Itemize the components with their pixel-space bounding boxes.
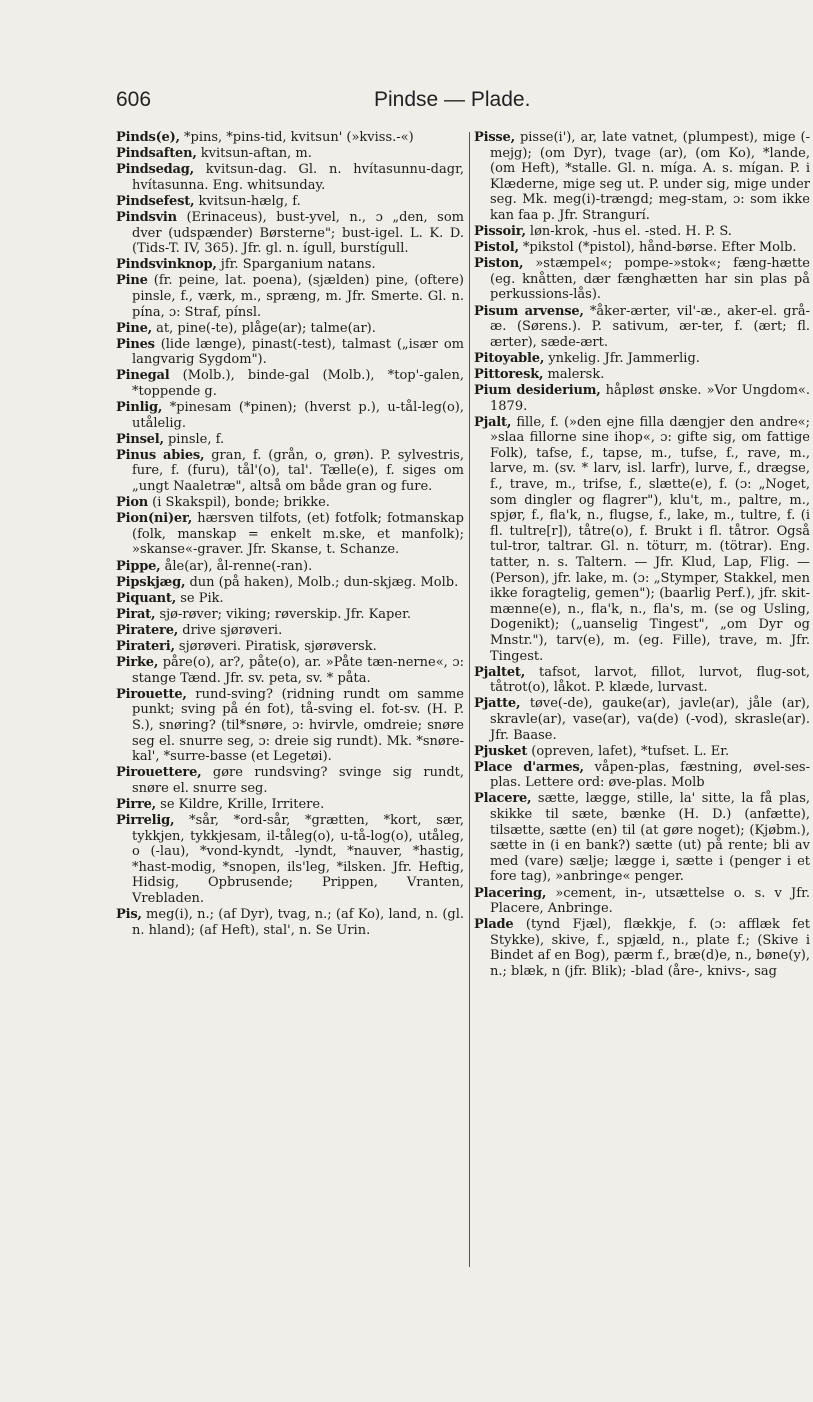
entry-headword: Pisum arvense, (474, 303, 584, 319)
entry-definition: at, pine(-te), plåge(ar); talme(ar). (151, 320, 376, 336)
entry-definition: (tynd Fjæl), flækkje, f. (ɔ: afflæk fet Stykke), skive, f., spjæld, n., plate f.; (Skive i Bindet af en Bog), pærm f., bræ(d)e, n., bøne(y), n.; blæk, n (jfr. Blik); -blad (åre-, knivs-, sag (490, 917, 810, 979)
entry-headword: Pis, (116, 907, 142, 923)
dictionary-entry (474, 367, 810, 383)
entry-headword: Pindsvinknop, (116, 257, 217, 273)
entry-definition: løn-krok, -hus el. -sted. H. P. S. (525, 224, 732, 240)
entry-headword: Pjaltet, (474, 664, 526, 680)
entry-headword: Pinus abies, (116, 447, 205, 463)
entry-definition: fille, f. (»den ejne filla dængjer den andre«; »slaa fillorne sine ihop«, ɔ: gifte sig, om fattige Folk), tafse, f., tapse, m., tufse, f., rave, m., larve, m. (sv. * larv, isl. larfr), lurve, f., drægse, f., trave, m., trifse, f., slætte(e), f. (ɔ: „Noget, som dingler og flagrer"), klu't, m., paltre, m., spjør, f., fla'k, n., flugse, f., lake, m., tultre, f. (i fl. tultre[r]), tåtre(o), f. Brukt i fl. tåtror. Også tul-tror, taltrar. Gl. n. töturr, m. (tötrar). Eng. tatter, n. s. Taltern. — Jfr. Klud, Lap, Flig. — (Person), jfr. lake, m. (ɔ: „Stymper, Stakkel, men ikke foragtelig, gemen"); (baarlig Perf.), jfr. skit-mænne(e), n., fla'k, n., fla's, m. (se og Usling, Dogenikt); („uanselig Tingest", „om Dyr og Mnstr."), tarv(e), m. (eg. Fille), trave, m. Jfr. Tingest. (490, 414, 810, 664)
entry-headword: Pittoresk, (474, 366, 544, 382)
entry-headword: Pinlig, (116, 400, 163, 416)
entry-headword: Pine, (116, 320, 152, 336)
dictionary-entry (116, 448, 464, 495)
entry-definition: kvitsun-aftan, m. (196, 146, 312, 162)
entry-headword: Pion(ni)er, (116, 511, 193, 527)
entry-definition: (Molb.), binde-gal (Molb.), *top'-galen, *toppende g. (132, 368, 464, 399)
dictionary-entry (474, 240, 810, 256)
dictionary-entry (474, 665, 810, 696)
entry-definition: påre(o), ar?, påte(o), ar. »Påte tæn-nerne«, ɔ: stange Tænd. Jfr. sv. peta, sv. * påta. (132, 655, 464, 686)
dictionary-entry (116, 639, 464, 655)
entry-definition: *åker-ærter, vil'-æ., aker-el. grå-æ. (Sørens.). P. sativum, ær-ter, f. (ært; fl. ærter), sæde-ært. (490, 303, 810, 350)
entry-definition: (fr. peine, lat. poena), (sjælden) pine, (oftere) pinsle, f., værk, m., spræng, m. Jfr. Smerte. Gl. n. pína, ɔ: Straf, pínsl. (132, 273, 464, 320)
entry-definition: håpløst ønske. »Vor Ungdom«. 1879. (490, 383, 810, 414)
entry-definition: åle(ar), ål-renne(-ran). (160, 558, 313, 574)
dictionary-entry (116, 813, 464, 907)
entry-definition: tafsot, larvot, fillot, lurvot, flug-sot, tåtrot(o), låkot. P. klæde, lurvast. (490, 664, 810, 696)
entry-headword: Place d'armes, (474, 759, 584, 775)
entry-headword: Pirke, (116, 655, 159, 671)
dictionary-entry (116, 400, 464, 431)
entry-headword: Pinds(e), (116, 130, 180, 145)
entry-definition: meg(i), n.; (af Dyr), tvag, n.; (af Ko), land, n. (gl. n. hland); (af Heft), stal', n. Se Urin. (132, 907, 464, 938)
dictionary-entry (116, 907, 464, 938)
entry-definition: *sår, *ord-sår, *grætten, *kort, sær, tykkjen, tykkjesam, il-tåleg(o), u-tå-log(o), utåleg, o (-lau), *vond-kyndt, -lyndt, *nauver, *hastig, *hast-modig, *snopen, ils'leg, *ilsken. Jfr. Heftig, Hidsig, Opbrusende; Prippen, Vranten, Vrebladen. (132, 813, 464, 906)
entry-definition: (i Skakspil), bonde; brikke. (148, 495, 330, 511)
dictionary-entry (474, 744, 810, 760)
entry-headword: Piquant, (116, 590, 177, 606)
entry-headword: Placering, (474, 885, 547, 901)
entry-definition: se Kildre, Krille, Irritere. (156, 796, 325, 812)
column-divider (469, 132, 470, 1267)
dictionary-entry (474, 130, 810, 224)
entry-definition: pisse(i'), ar, late vatnet, (plumpest), mige (-mejg); (om Dyr), tvage (ar), (om Ko), *lande, (om Heft), *stalle. Gl. n. míga. A. s. mígan. P. i Klæderne, mige seg ut. P. under sig, mige under seg. Mk. meg(i)-trængd; meg-stam, ɔ: som ikke kan faa p. Jfr. Strangurí. (490, 130, 810, 223)
entry-headword: Pindsaften, (116, 146, 197, 162)
dictionary-entry (116, 607, 464, 623)
dictionary-entry (474, 696, 810, 743)
dictionary-entry (116, 130, 464, 146)
dictionary-entry (474, 415, 810, 665)
dictionary-entry (116, 559, 464, 575)
entry-headword: Piston, (474, 256, 524, 272)
entry-headword: Pjusket (474, 743, 528, 759)
entry-definition: gran, f. (grån, o, grøn). P. sylvestris, fure, f. (furu), tål'(o), tal'. Tælle(e), f. siges om „ungt Naaletræ", altså om både gran og fure. (132, 447, 464, 495)
entry-definition: kvitsun-hælg, f. (194, 193, 301, 209)
dictionary-entry (474, 256, 810, 303)
dictionary-entry (474, 383, 810, 414)
entry-headword: Pirateri, (116, 639, 175, 654)
entry-definition: gøre rundsving? svinge sig rundt, snøre el. snurre seg. (132, 765, 464, 796)
entry-headword: Piratere, (116, 622, 179, 638)
entry-definition: »cement, in-, utsættelse o. s. v Jfr. Placere, Anbringe. (490, 885, 810, 917)
entry-definition: våpen-plas, fæstning, øvel-ses-plas. Lettere ord: øve-plas. Molb (490, 759, 810, 791)
entry-definition: dun (på haken), Molb.; dun-skjæg. Molb. (185, 574, 459, 590)
dictionary-entry (116, 194, 464, 210)
dictionary-entry (474, 917, 810, 979)
entry-definition: sætte, lægge, stille, la' sitte, la få plas, skikke til sæte, bænke (H. D.) (anfætte), tilsætte, sætte (en) til (at gøre noget); (Kjøbm.), sætte in (i en bank?) sætte (ut) på rente; bli av med (vare) sælje; lægge i, sætte i (penger i et fore tag), »anbringe« penger. (490, 791, 810, 885)
dictionary-entry (116, 162, 464, 193)
entry-definition: ynkelig. Jfr. Jammerlig. (544, 350, 700, 366)
entry-definition: jfr. Sparganium natans. (216, 257, 376, 273)
dictionary-entry (474, 791, 810, 885)
page-title: Pindse — Plade. (374, 88, 531, 111)
dictionary-entry (116, 797, 464, 813)
entry-headword: Pipskjæg, (116, 574, 186, 590)
entry-headword: Pitoyable, (474, 350, 545, 366)
entry-definition: se Pik. (176, 590, 224, 606)
entry-definition: *pins, *pins-tid, kvitsun' (»kviss.-«) (179, 130, 414, 145)
dictionary-entry (474, 351, 810, 367)
entry-definition: drive sjørøveri. (178, 622, 283, 638)
entry-headword: Pirat, (116, 606, 156, 622)
dictionary-entry (474, 304, 810, 351)
entry-headword: Pirrelig, (116, 813, 175, 829)
dictionary-entry (116, 146, 464, 162)
entry-definition: sjørøveri. Piratisk, sjørøversk. (174, 639, 377, 654)
entry-headword: Pinsel, (116, 431, 164, 447)
entry-headword: Pine (116, 273, 148, 289)
entry-definition: rund-sving? (ridning rundt om samme punkt; sving på én fot), tå-sving el. fot-sv. (H. P. S.), snøring? (til*snøre, ɔ: hvirvle, omdreie; snøre seg el. snurre seg, ɔ: dreie sig rundt). Mk. *snøre-kal', *surre-basse (et Legetøi). (132, 686, 464, 765)
entry-headword: Pion (116, 495, 149, 511)
dictionary-entry (474, 760, 810, 791)
entry-headword: Pindsefest, (116, 193, 195, 209)
entry-definition: *pinesam (*pinen); (hverst p.), u-tål-leg(o), utålelig. (132, 400, 464, 431)
entry-definition: malersk. (543, 366, 605, 382)
entry-headword: Pindsedag, (116, 162, 194, 178)
entry-headword: Plade (474, 917, 514, 933)
entry-headword: Pippe, (116, 558, 161, 574)
entry-definition: (lide længe), pinast(-test), talmast („især om langvarig Sygdom"). (132, 336, 464, 368)
dictionary-entry (116, 623, 464, 639)
entry-headword: Pisse, (474, 130, 515, 145)
dictionary-entry (116, 655, 464, 686)
dictionary-entry (116, 591, 464, 607)
entry-headword: Pium desiderium, (474, 383, 601, 398)
entry-headword: Placere, (474, 791, 532, 807)
entry-headword: Pirre, (116, 796, 157, 812)
entry-definition: tøve(-de), gauke(ar), javle(ar), jåle (ar), skravle(ar), vase(ar), va(de) (-vod), skrasle(ar). Jfr. Baase. (490, 696, 810, 743)
entry-headword: Pjalt, (474, 414, 512, 430)
dictionary-entry (116, 765, 464, 796)
entry-definition: hærsven tilfots, (et) fotfolk; fotmanskap (folk, manskap = enkelt m.ske, et manfolk); »skanse«-graver. Jfr. Skanse, t. Schanze. (132, 511, 464, 558)
entry-definition: (opreven, lafet), *tufset. L. Er. (527, 743, 730, 759)
entry-headword: Pjatte, (474, 696, 521, 712)
entry-headword: Pinegal (116, 368, 170, 384)
entry-definition: »stæmpel«; pompe-»stok«; fæng-hætte (eg. knåtten, dær fænghætten har sin plas på perkussions-lås). (490, 256, 810, 303)
entry-headword: Pindsvin (116, 209, 177, 225)
dictionary-entry (116, 687, 464, 765)
entry-headword: Pines (116, 336, 155, 352)
dictionary-entry (116, 368, 464, 399)
page-number: 606 (116, 88, 152, 111)
entry-headword: Pissoir, (474, 224, 526, 240)
dictionary-entry (116, 273, 464, 320)
entry-definition: sjø-røver; viking; røverskip. Jfr. Kaper. (155, 606, 411, 622)
left-column (116, 130, 464, 939)
entry-headword: Pirouettere, (116, 765, 202, 781)
entry-definition: pinsle, f. (163, 431, 225, 447)
dictionary-entry (116, 511, 464, 558)
entry-headword: Pistol, (474, 240, 519, 256)
dictionary-entry (474, 224, 810, 240)
dictionary-entry (116, 321, 464, 337)
entry-definition: (Erinaceus), bust-yvel, n., ɔ „den, som dver (udspænder) Børsterne"; bust-igel. L. K. D. (Tids-T. IV, 365). Jfr. gl. n. ígull, burstígull. (132, 209, 464, 257)
entry-definition: *pikstol (*pistol), hånd-børse. Efter Molb. (518, 240, 797, 256)
dictionary-entry (116, 575, 464, 591)
entry-definition: kvitsun-dag. Gl. n. hvítasunnu-dagr, hvítasunna. Eng. whitsunday. (132, 162, 464, 193)
dictionary-entry (116, 337, 464, 368)
dictionary-entry (474, 886, 810, 917)
dictionary-entry (116, 210, 464, 257)
right-column (474, 130, 810, 980)
page-header (116, 88, 813, 122)
entry-headword: Pirouette, (116, 686, 187, 702)
dictionary-entry (116, 432, 464, 448)
dictionary-entry (116, 495, 464, 511)
dictionary-entry (116, 257, 464, 273)
